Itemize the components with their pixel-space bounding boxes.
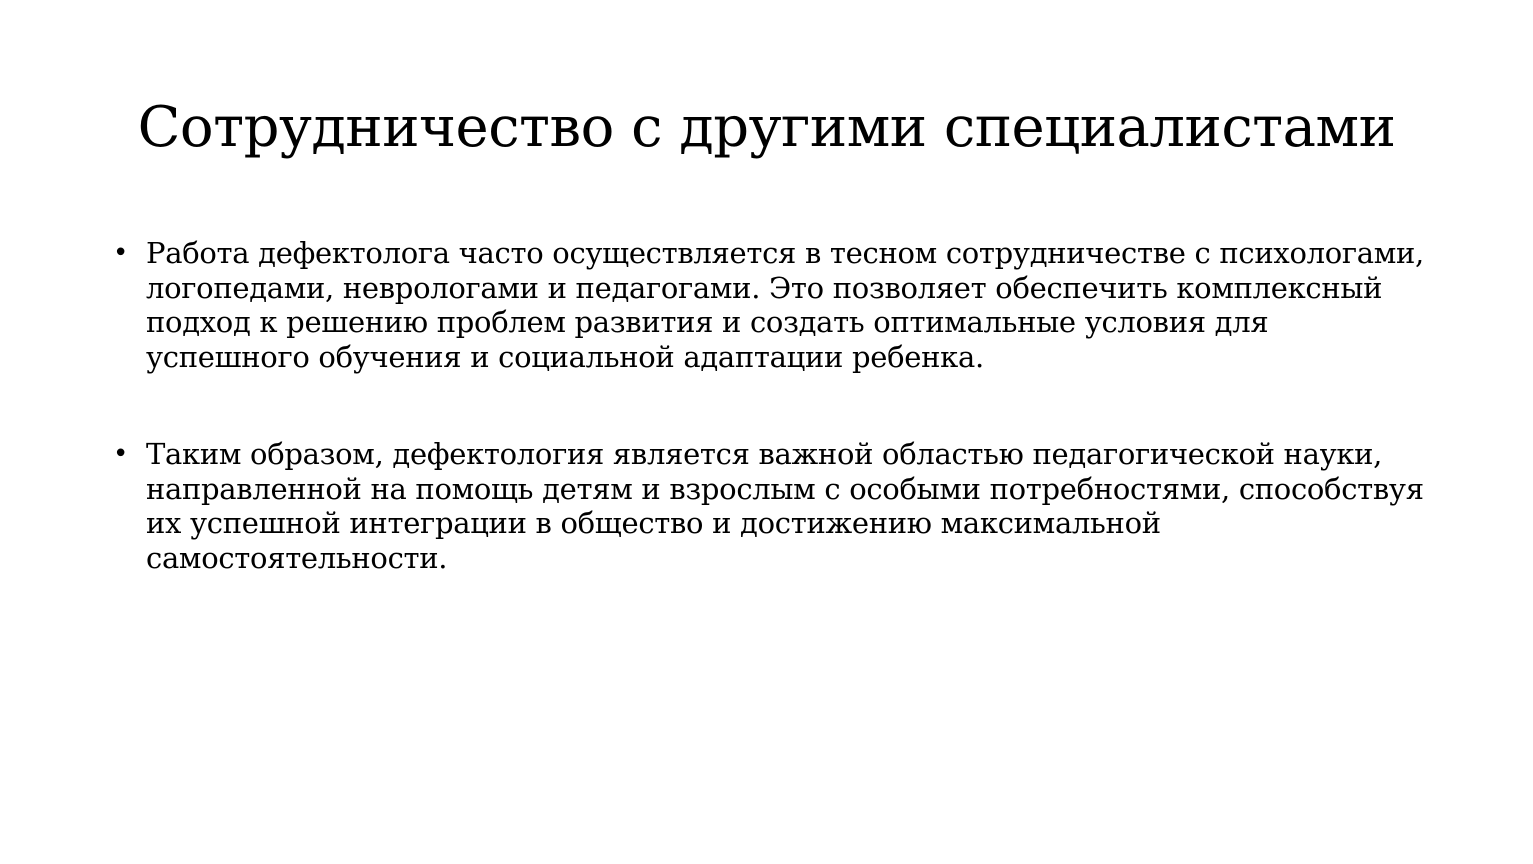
bullet-dot-icon: • <box>113 439 129 469</box>
bullet-text-line: самостоятельности. <box>146 540 448 575</box>
bullet-text-line: Работа дефектолога часто осуществляется в тесном сотрудничестве с психологами, <box>146 236 1424 270</box>
bullet-text-line: направленной на помощь детям и взрослым с особыми потребностями, способствуя <box>146 471 1424 506</box>
slide-title: Сотрудничество с другими специалистами <box>137 95 1396 160</box>
bullet-text-line: подход к решению проблем развития и создать оптимальные условия для <box>146 305 1269 339</box>
bullet-list <box>113 236 1423 575</box>
bullet-text-line: успешного обучения и социальной адаптации ребенка. <box>146 339 984 374</box>
bullet-dot-icon: • <box>113 238 129 268</box>
bullet-text-line: логопедами, неврологами и педагогами. Это позволяет обеспечить комплексный <box>146 270 1383 305</box>
bullet-item <box>113 236 1423 374</box>
bullet-text-line: Таким образом, дефектология является важной областью педагогической науки, <box>146 437 1383 471</box>
bullet-text-line: их успешной интеграции в общество и достижению максимальной <box>146 506 1161 540</box>
bullet-item <box>113 437 1423 575</box>
